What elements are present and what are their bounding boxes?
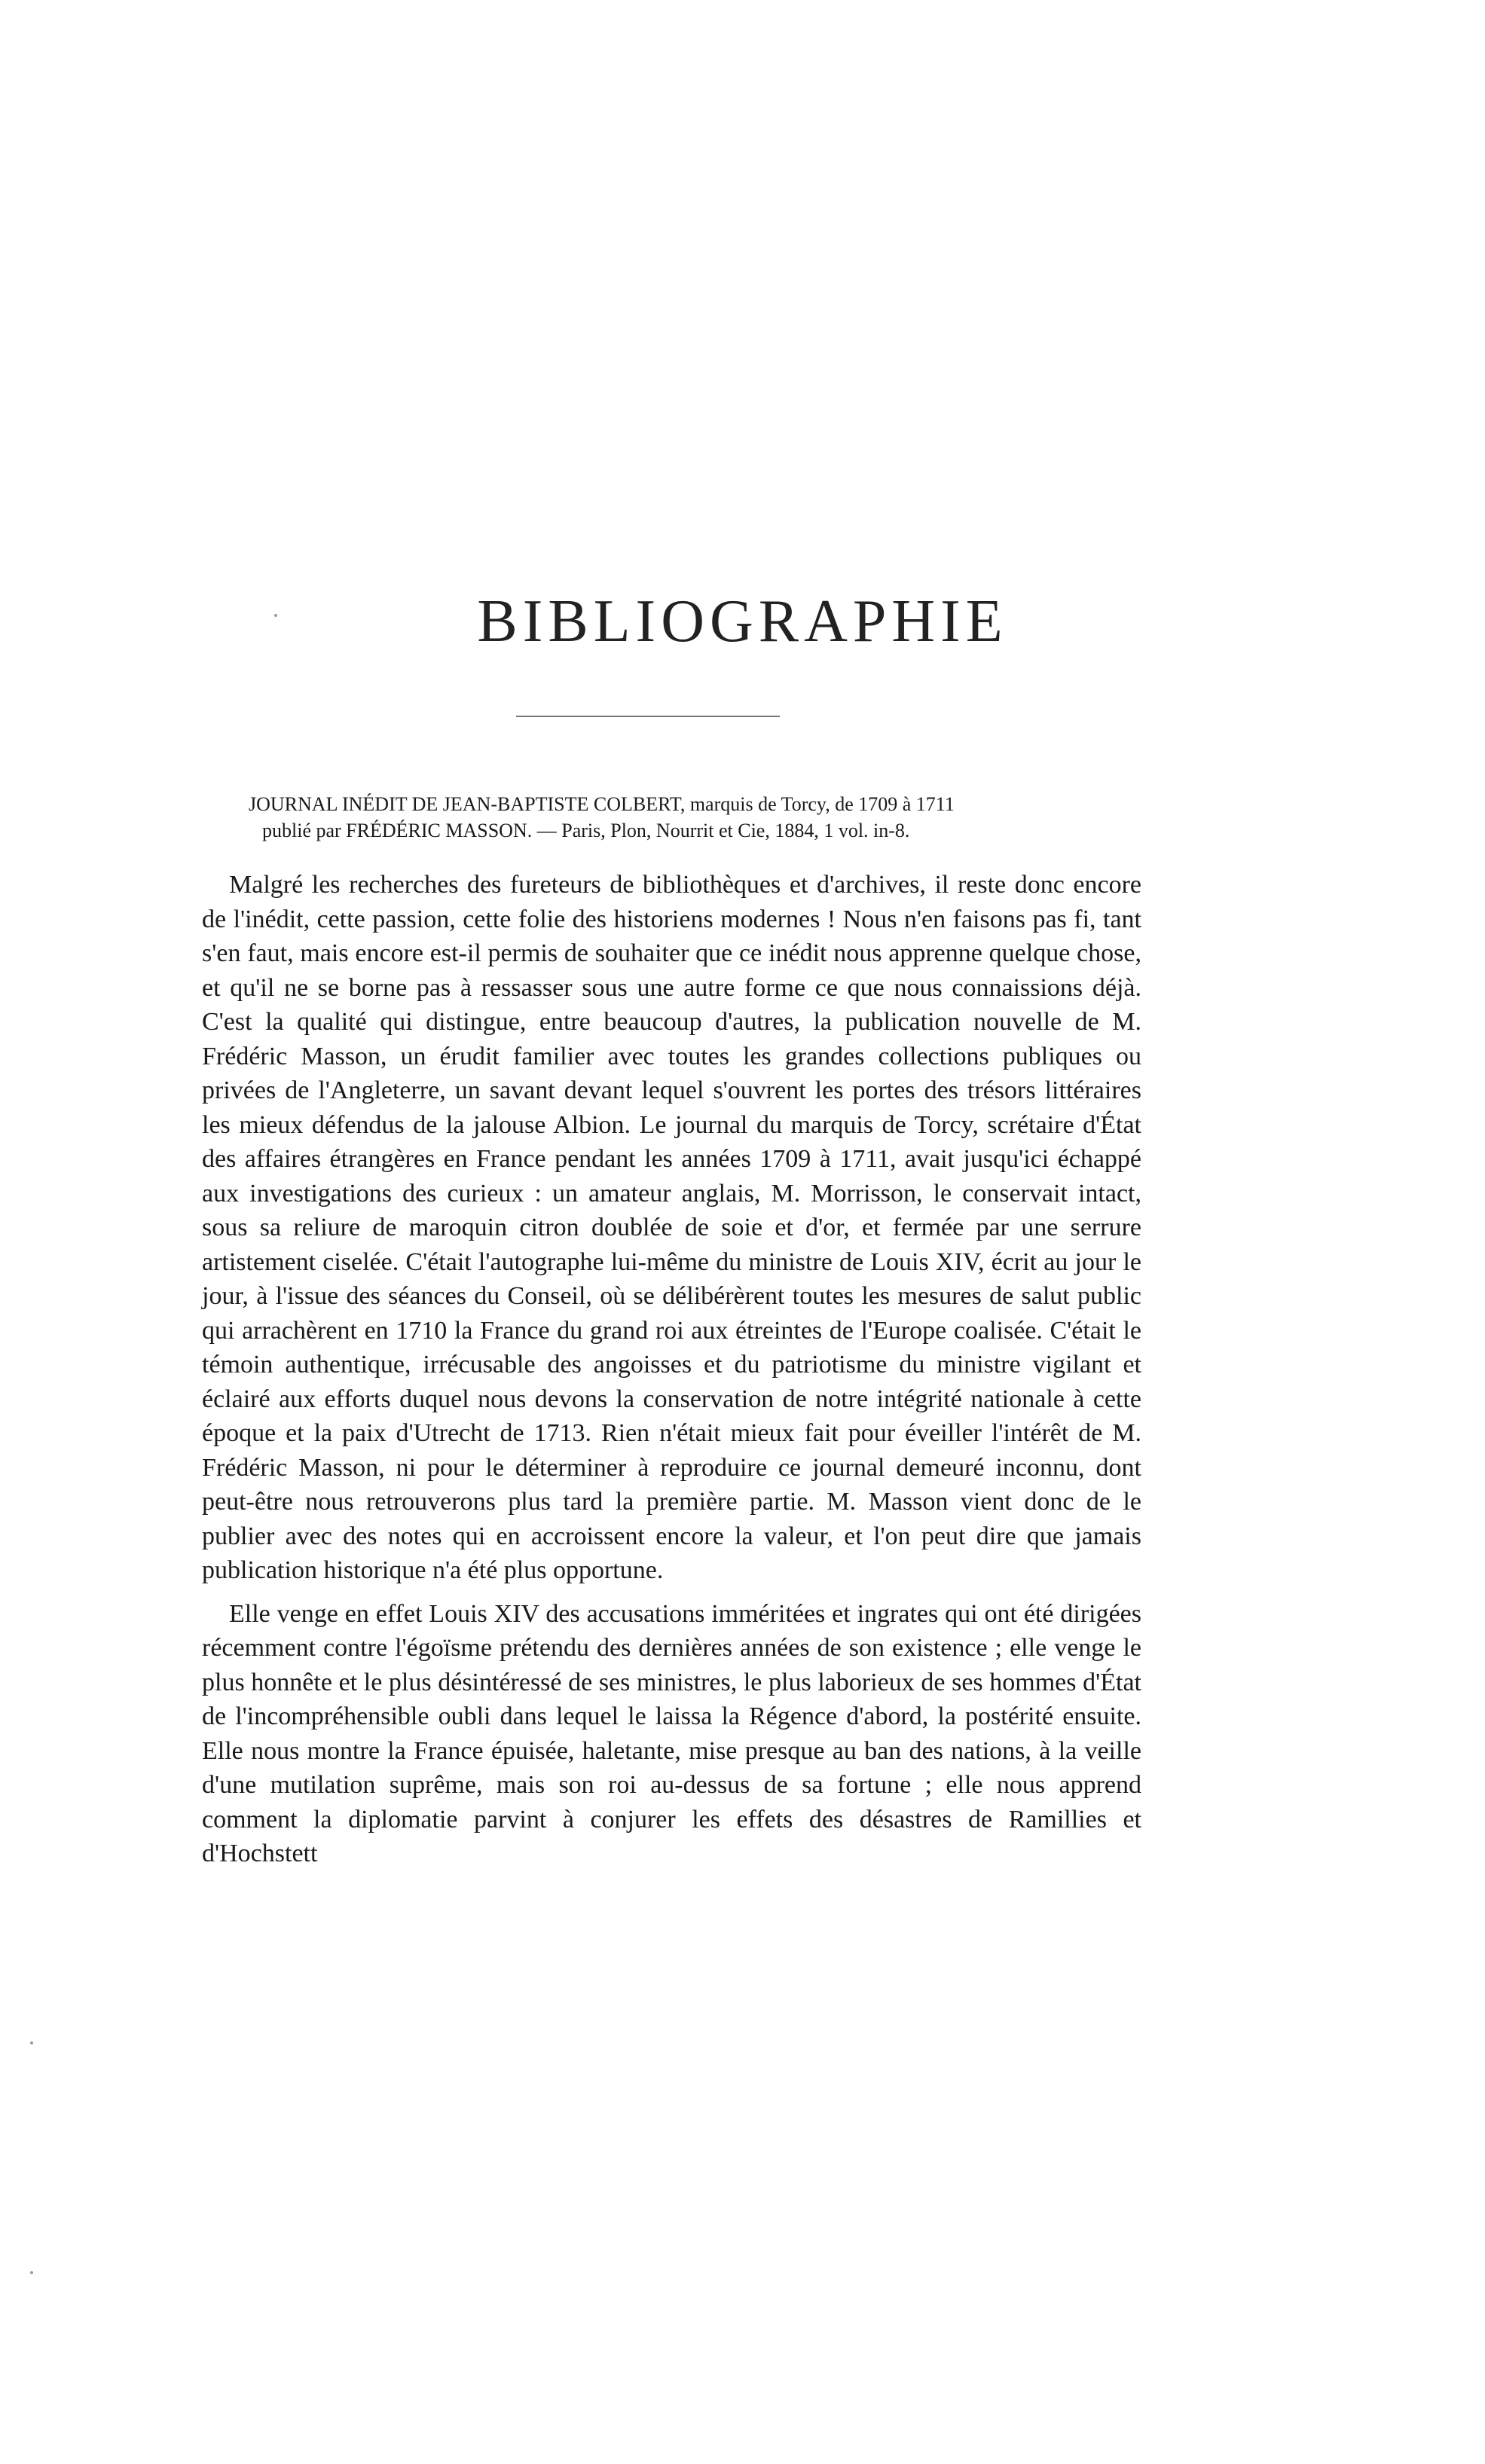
reference-line-2: publié par FRÉDÉRIC MASSON. — Paris, Plon, Nourrit et Cie, 1884, 1 vol. in-8.	[262, 820, 910, 841]
paper-speck	[274, 614, 277, 617]
paragraph-1: Malgré les recherches des fureteurs de bibliothèques et d'archives, il reste donc encore de l'inédit, cette passion, cette folie des historiens modernes ! Nous n'en faisons pas fi, tant s'en faut, mais encore est-il permis de souhaiter que ce inédit nous apprenne quelque chose, et qu'il ne se borne pas à ressasser sous une autre forme ce que nous connaissions déjà. C'est la qualité qui distingue, entre beaucoup d'autres, la publication nouvelle de M. Frédéric Masson, un érudit familier avec toutes les grandes collections publiques ou privées de l'Angleterre, un savant devant lequel s'ouvrent les portes des trésors littéraires les mieux défendus de la jalouse Albion. Le journal du marquis de Torcy, scrétaire d'État des affaires étrangères en France pendant les années 1709 à 1711, avait jusqu'ici échappé aux investigations des curieux : un amateur anglais, M. Morrisson, le conservait intact, sous sa reliure de maroquin citron doublée de soie et d'or, et fermée par une serrure artistement ciselée. C'était l'autographe lui-même du ministre de Louis XIV, écrit au jour le jour, à l'issue des séances du Conseil, où se délibérèrent toutes les mesures de salut public qui arrachèrent en 1710 la France du grand roi aux étreintes de l'Europe coalisée. C'était le témoin authentique, irrécusable des angoisses et du patriotisme du ministre vigilant et éclairé aux efforts duquel nous devons la conservation de notre intégrité nationale à cette époque et la paix d'Utrecht de 1713. Rien n'était mieux fait pour éveiller l'intérêt de M. Frédéric Masson, ni pour le déterminer à reproduire ce journal demeuré inconnu, dont peut-être nous retrouverons plus tard la première partie. M. Masson vient donc de le publier avec des notes qui en accroissent encore la valeur, et l'on peut dire que jamais publication historique n'a été plus opportune.	[202, 871, 1141, 1584]
paragraph-2: Elle venge en effet Louis XIV des accusations imméritées et ingrates qui ont été dirigées récemment contre l'égoïsme prétendu des dernières années de son existence ; elle venge le plus honnête et le plus désintéressé de ses ministres, le plus laborieux de ses hommes d'État de l'incompréhensible oubli dans lequel le laissa la Régence d'abord, la postérité ensuite. Elle nous montre la France épuisée, haletante, mise presque au ban des nations, à la veille d'une mutilation suprême, mais son roi au-dessus de sa fortune ; elle nous apprend comment la diplomatie parvint à conjurer les effets des désastres de Ramillies et d'Hochstett	[202, 1599, 1141, 1867]
review-body	[202, 868, 1141, 1871]
page-title: BIBLIOGRAPHIE	[477, 588, 1008, 655]
reference-line-1: JOURNAL INÉDIT DE JEAN-BAPTISTE COLBERT, marquis de Torcy, de 1709 à 1711	[249, 793, 955, 815]
paper-speck	[30, 2041, 33, 2044]
title-divider	[516, 716, 780, 717]
paper-speck	[30, 2271, 33, 2274]
book-reference	[249, 791, 1138, 844]
